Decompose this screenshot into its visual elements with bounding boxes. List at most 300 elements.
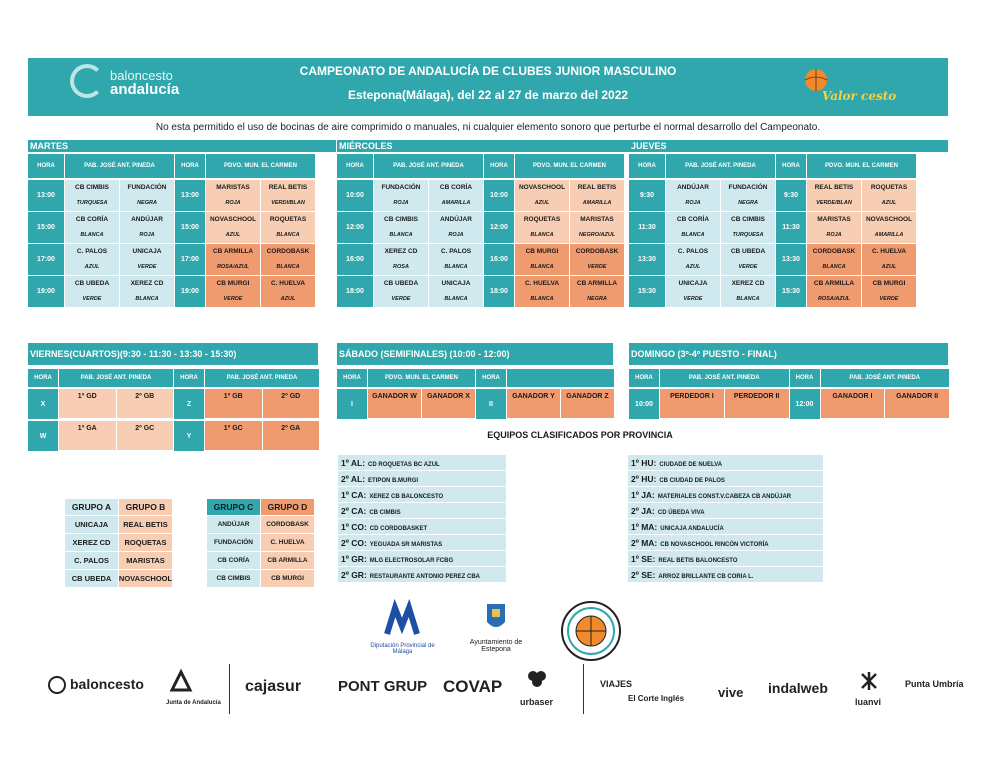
jersey-color: NEGRA (120, 196, 174, 211)
page-title: CAMPEONATO DE ANDALUCÍA DE CLUBES JUNIOR MASCULINO (299, 64, 677, 78)
baloncesto-espana-icon (48, 676, 70, 698)
team-name: C. HUELVA (261, 276, 315, 292)
jersey-color: VERDI/BLAN (261, 196, 315, 211)
clasificado-row (628, 567, 823, 583)
group-name: GRUPO B (119, 499, 172, 515)
matchup-team: 1º GB (205, 389, 262, 404)
team-name: REAL BETIS (261, 180, 315, 196)
hora-header: HORA (776, 154, 806, 178)
jersey-color: BLANCA (807, 260, 861, 275)
jersey-color: VERDE (570, 260, 624, 275)
group-team: REAL BETIS (119, 516, 172, 533)
team-name: ROQUETAS (862, 180, 916, 196)
column-header: HORA (28, 369, 58, 387)
group-d (261, 499, 314, 589)
day-block-2 (337, 140, 645, 324)
logo-text-line1: baloncesto (110, 68, 173, 83)
clasificado-row (338, 551, 506, 567)
group-team: C. HUELVA (261, 534, 314, 551)
province-rank: 1º CA: (341, 490, 367, 500)
team-name: FUNDACIÓN (120, 180, 174, 196)
matchup-color (263, 436, 320, 450)
clasificado-row (338, 535, 506, 551)
team-full-name: CD ROQUETAS BC AZUL (368, 462, 440, 468)
jersey-color: ROJA (429, 228, 483, 243)
matchup-color (821, 404, 885, 418)
sponsor-logo: El Corte Inglés (628, 694, 685, 703)
jersey-color: BLANCA (120, 292, 174, 307)
team-name: NOVASCHOOL (515, 180, 569, 196)
ayuntamiento-text: Ayuntamiento de Estepona (469, 639, 523, 653)
team-full-name: UNICAJA ANDALUCÍA (660, 526, 724, 532)
club-amigos-logo (560, 600, 622, 662)
group-team: CB CIMBIS (207, 570, 260, 587)
sponsor-logo: urbaser (520, 697, 554, 707)
team-name: ANDÚJAR (120, 212, 174, 228)
team-name: CB CORÍA (666, 212, 720, 228)
group-team: ROQUETAS (119, 534, 172, 551)
jersey-color: NEGRA (721, 196, 775, 211)
jersey-color: ROJA (807, 228, 861, 243)
sponsor-logo: vive (718, 685, 744, 700)
team-full-name: YEGUADA SR MARISTAS (369, 542, 443, 548)
team-name: REAL BETIS (570, 180, 624, 196)
team-name: ROQUETAS (261, 212, 315, 228)
team-full-name: XEREZ CB BALONCESTO (369, 494, 444, 500)
sponsor-logo: PONT GRUP (338, 678, 428, 695)
jersey-color: AMARILLA (570, 196, 624, 211)
team-full-name: REAL BETIS BALONCESTO (658, 558, 738, 564)
matchup-color (117, 436, 174, 450)
pab-pineda-header: PAB. JOSÉ ANT. PINEDA (65, 154, 174, 178)
clasificado-row (628, 551, 823, 567)
group-team: ANDÚJAR (207, 516, 260, 533)
column-header (507, 369, 614, 387)
game-time: 19:00 (175, 276, 205, 307)
matchup-color (263, 404, 320, 418)
matchup-color (660, 404, 724, 418)
day-block-1 (28, 140, 336, 324)
jersey-color: AMARILLA (429, 196, 483, 211)
jersey-color: VERDE (862, 292, 916, 307)
team-name: MARISTAS (570, 212, 624, 228)
game-time: 19:00 (28, 276, 64, 307)
clasificados-list-left (338, 455, 506, 583)
day-block-3 (629, 140, 948, 324)
matchup-color (507, 404, 560, 418)
team-full-name: CIUDADE DE NUELVA (659, 462, 723, 468)
column-header: HORA (476, 369, 506, 387)
notice-text: No esta permitido el uso de bocinas de aire comprimido o manuales, ni cualquier elemento sonoro que perturbe el normal desarrollo del Campeonato. (155, 122, 821, 133)
jersey-color: ROJA (666, 196, 720, 211)
jersey-color: AZUL (206, 228, 260, 243)
clasificado-row (628, 519, 823, 535)
jersey-color: ROSA (374, 260, 428, 275)
jersey-color: AZUL (862, 196, 916, 211)
team-name: NOVASCHOOL (206, 212, 260, 228)
team-name: MARISTAS (206, 180, 260, 196)
group-team: MARISTAS (119, 552, 172, 569)
matchup-team: GANADOR W (368, 389, 421, 404)
clasificados-list-right (628, 455, 823, 583)
team-name: CB CIMBIS (721, 212, 775, 228)
matchup-team: 2º GA (263, 421, 320, 436)
jersey-color: VERDE (666, 292, 720, 307)
valor-cesto-text: Valor cesto (822, 89, 897, 103)
game-time: 15:30 (776, 276, 806, 307)
clasificado-row (338, 503, 506, 519)
jersey-color: BLANCA (261, 228, 315, 243)
column-header: PAB. JOSÉ ANT. PINEDA (660, 369, 789, 387)
team-name: C. PALOS (666, 244, 720, 260)
page-subtitle: Estepona(Málaga), del 22 al 27 de marzo del 2022 (347, 88, 629, 102)
junta-andalucia-icon (170, 670, 192, 692)
team-name: CB MURGI (862, 276, 916, 292)
team-full-name: ETIPON B.MURGI (368, 478, 419, 484)
slot-label: II (476, 389, 506, 419)
team-full-name: CB CIMBIS (369, 510, 401, 516)
column-header: HORA (629, 369, 659, 387)
matchup-team: PERDEDOR I (660, 389, 724, 404)
game-time: 17:00 (175, 244, 205, 275)
slot-label: I (337, 389, 367, 419)
jersey-color: BLANCA (515, 260, 569, 275)
sabado-grid (337, 365, 613, 455)
matchup-color (59, 436, 116, 450)
game-time: 16:00 (484, 244, 514, 275)
hora-header: HORA (484, 154, 514, 178)
team-name: CORDOBASK (261, 244, 315, 260)
game-time: 13:30 (629, 244, 665, 275)
jersey-color: AZUL (261, 292, 315, 307)
diputacion-text: Diputación Provincial de Málaga (370, 643, 435, 655)
team-name: CB UBEDA (374, 276, 428, 292)
matchup-color (59, 404, 116, 418)
team-name: CB UBEDA (65, 276, 119, 292)
jersey-color: VERDE (65, 292, 119, 307)
province-rank: 2º CA: (341, 506, 367, 516)
clasificado-row (628, 455, 823, 471)
column-header: PAB. JOSÉ ANT. PINEDA (59, 369, 173, 387)
luanvi-icon (858, 670, 880, 692)
team-name: UNICAJA (429, 276, 483, 292)
clasificado-row (628, 503, 823, 519)
group-team: CORDOBASK (261, 516, 314, 533)
jersey-color: NEGRO/AZUL (570, 228, 624, 243)
group-team: XEREZ CD (65, 534, 118, 551)
jersey-color: VERDE/BLAN (807, 196, 861, 211)
team-name: FUNDACIÓN (374, 180, 428, 196)
jersey-color: VERDE (206, 292, 260, 307)
team-name: ROQUETAS (515, 212, 569, 228)
game-time: 10:00 (484, 180, 514, 211)
coat-of-arms-icon (465, 600, 527, 634)
slot-label: 12:00 (790, 389, 820, 419)
game-time: 12:00 (337, 212, 373, 243)
jersey-color: AZUL (862, 260, 916, 275)
team-name: CB MURGI (206, 276, 260, 292)
clasificado-row (338, 487, 506, 503)
team-name: CB MURGI (515, 244, 569, 260)
matchup-team: GANADOR II (885, 389, 949, 404)
matchup-color (422, 404, 475, 418)
pab-carmen-header: PDVO. MUN. EL CARMEN (807, 154, 916, 178)
logo-text-line2: andalucía (110, 81, 180, 98)
sponsor-logo: cajasur (245, 678, 302, 695)
group-team: CB ARMILLA (261, 552, 314, 569)
team-full-name: MATERIALES CONST.V.CABEZA CB ANDÚJAR (657, 494, 792, 500)
game-time: 13:00 (175, 180, 205, 211)
game-time: 9:30 (629, 180, 665, 211)
matchup-team: 1º GC (205, 421, 262, 436)
clasificado-row (338, 519, 506, 535)
game-time: 15:00 (28, 212, 64, 243)
province-rank: 2º CO: (341, 538, 367, 548)
team-name: XEREZ CD (721, 276, 775, 292)
column-header: HORA (174, 369, 204, 387)
clasificado-row (628, 471, 823, 487)
team-name: NOVASCHOOL (862, 212, 916, 228)
team-name: CB UBEDA (721, 244, 775, 260)
jersey-color: VERDE (374, 292, 428, 307)
province-rank: 1º CO: (341, 522, 367, 532)
province-rank: 1º AL: (341, 458, 366, 468)
matchup-color (368, 404, 421, 418)
group-b (119, 499, 172, 589)
matchup-team: GANADOR Z (561, 389, 614, 404)
clasificado-row (338, 455, 506, 471)
slot-label: Z (174, 389, 204, 419)
clasificado-row (338, 567, 506, 583)
team-full-name: CB NOVASCHOOL RINCÓN VICTORÍA (660, 542, 769, 548)
team-name: ANDÚJAR (666, 180, 720, 196)
group-name: GRUPO D (261, 499, 314, 515)
hora-header: HORA (337, 154, 373, 178)
jersey-color: BLANCA (666, 228, 720, 243)
team-name: UNICAJA (120, 244, 174, 260)
clasificado-row (628, 487, 823, 503)
team-name: UNICAJA (666, 276, 720, 292)
game-time: 18:00 (484, 276, 514, 307)
jersey-color: BLANCA (515, 228, 569, 243)
jersey-color: TURQUESA (721, 228, 775, 243)
group-team: CB UBEDA (65, 570, 118, 587)
team-name: MARISTAS (807, 212, 861, 228)
matchup-team: GANADOR I (821, 389, 885, 404)
game-time: 9:30 (776, 180, 806, 211)
day-title: MIÉRCOLES (337, 140, 645, 152)
game-time: 11:30 (776, 212, 806, 243)
jersey-color: AZUL (65, 260, 119, 275)
jersey-color: AMARILLA (862, 228, 916, 243)
team-name: CB ARMILLA (206, 244, 260, 260)
hora-header: HORA (175, 154, 205, 178)
group-name: GRUPO A (65, 499, 118, 515)
team-name: CORDOBASK (570, 244, 624, 260)
matchup-team: 1º GA (59, 421, 116, 436)
day-title: JUEVES (629, 140, 948, 152)
matchup-team: 2º GB (117, 389, 174, 404)
pab-pineda-header: PAB. JOSÉ ANT. PINEDA (374, 154, 483, 178)
team-name: C. HUELVA (515, 276, 569, 292)
matchup-color (117, 404, 174, 418)
day-title: MARTES (28, 140, 336, 152)
game-time: 13:30 (776, 244, 806, 275)
team-name: C. PALOS (65, 244, 119, 260)
jersey-color: BLANCA (65, 228, 119, 243)
matchup-color (725, 404, 789, 418)
game-time: 17:00 (28, 244, 64, 275)
group-a (65, 499, 118, 589)
sponsor-logo: Junta de Andalucía (166, 700, 221, 706)
header-banner (28, 58, 948, 116)
sponsor-logo: indalweb (768, 680, 828, 696)
jersey-color: NEGRA (570, 292, 624, 307)
urbaser-icon (526, 668, 548, 690)
team-name: C. PALOS (429, 244, 483, 260)
group-team: CB CORÍA (207, 552, 260, 569)
jersey-color: BLANCA (261, 260, 315, 275)
jersey-color: AZUL (515, 196, 569, 211)
hora-header: HORA (629, 154, 665, 178)
team-full-name: CD CORDOBASKET (369, 526, 428, 532)
province-rank: 1º MA: (631, 522, 658, 532)
team-name: REAL BETIS (807, 180, 861, 196)
jersey-color: VERDE (120, 260, 174, 275)
game-time: 15:00 (175, 212, 205, 243)
matchup-color (205, 436, 262, 450)
column-header: HORA (790, 369, 820, 387)
matchup-color (205, 404, 262, 418)
sponsor-logo: COVAP (443, 677, 503, 696)
team-name: XEREZ CD (120, 276, 174, 292)
group-team: C. PALOS (65, 552, 118, 569)
group-name: GRUPO C (207, 499, 260, 515)
group-team: UNICAJA (65, 516, 118, 533)
schedule-grid (629, 152, 948, 324)
sponsor-logo: baloncesto (70, 676, 144, 692)
ayuntamiento-logo (465, 600, 527, 660)
jersey-color: TURQUESA (65, 196, 119, 211)
province-rank: 2º HU: (631, 474, 657, 484)
team-full-name: ARROZ BRILLANTE CB CORIA L. (658, 574, 754, 580)
sponsor-logo: Punta Umbría (905, 679, 964, 689)
team-name: C. HUELVA (862, 244, 916, 260)
matchup-team: 2º GC (117, 421, 174, 436)
team-name: FUNDACIÓN (721, 180, 775, 196)
team-name: CB CORÍA (429, 180, 483, 196)
clasificado-row (628, 535, 823, 551)
province-rank: 2º AL: (341, 474, 366, 484)
team-full-name: RESTAURANTE ANTONIO PEREZ CBA (369, 574, 481, 580)
viernes-grid (28, 365, 318, 455)
schedule-grid (28, 152, 336, 324)
group-team: NOVASCHOOL (119, 570, 172, 587)
game-time: 12:00 (484, 212, 514, 243)
jersey-color: BLANCA (515, 292, 569, 307)
clasificados-title: EQUIPOS CLASIFICADOS POR PROVINCIA (487, 430, 673, 440)
column-header: HORA (337, 369, 367, 387)
column-header: PAB. JOSÉ ANT. PINEDA (821, 369, 950, 387)
game-time: 13:00 (28, 180, 64, 211)
jersey-color: BLANCA (429, 292, 483, 307)
matchup-color (561, 404, 614, 418)
province-rank: 2º JA: (631, 506, 655, 516)
team-name: ANDÚJAR (429, 212, 483, 228)
team-full-name: MLG ELECTROSOLAR FCBG (369, 558, 454, 564)
team-full-name: CD ÚBEDA VIVA (657, 510, 705, 516)
game-time: 18:00 (337, 276, 373, 307)
jersey-color: ROJA (206, 196, 260, 211)
team-name: CB CORÍA (65, 212, 119, 228)
group-team: CB MURGI (261, 570, 314, 587)
team-full-name: CB CIUDAD DE PALOS (659, 478, 725, 484)
schedule-grid (337, 152, 645, 324)
viernes-block (28, 343, 318, 455)
jersey-color: BLANCA (721, 292, 775, 307)
game-time: 15:30 (629, 276, 665, 307)
valor-cesto-logo (798, 64, 897, 110)
domingo-grid (629, 365, 948, 455)
pab-pineda-header: PAB. JOSÉ ANT. PINEDA (666, 154, 775, 178)
province-rank: 1º HU: (631, 458, 657, 468)
team-name: CB CIMBIS (374, 212, 428, 228)
diputacion-logo (365, 604, 440, 659)
column-header: PAB. JOSÉ ANT. PINEDA (205, 369, 319, 387)
matchup-team: 1º GD (59, 389, 116, 404)
jersey-color: BLANCA (374, 228, 428, 243)
jersey-color: ROSA/AZUL (206, 260, 260, 275)
game-time: 16:00 (337, 244, 373, 275)
game-time: 11:30 (629, 212, 665, 243)
province-rank: 1º SE: (631, 554, 656, 564)
matchup-team: PERDEDOR II (725, 389, 789, 404)
province-rank: 2º GR: (341, 570, 367, 580)
divider-line (583, 664, 584, 714)
province-rank: 2º MA: (631, 538, 658, 548)
matchup-color (885, 404, 949, 418)
viernes-title: VIERNES(CUARTOS)(9:30 - 11:30 - 13:30 - 15:30) (28, 343, 318, 365)
matchup-team: GANADOR Y (507, 389, 560, 404)
pab-carmen-header: PDVO. MUN. EL CARMEN (206, 154, 315, 178)
matchup-team: GANADOR X (422, 389, 475, 404)
domingo-title: DOMINGO (3º-4º PUESTO - FINAL) (629, 343, 948, 365)
team-name: CB CIMBIS (65, 180, 119, 196)
slot-label: Y (174, 421, 204, 451)
team-name: CB ARMILLA (570, 276, 624, 292)
slot-label: X (28, 389, 58, 419)
pab-carmen-header: PDVO. MUN. EL CARMEN (515, 154, 624, 178)
province-rank: 1º JA: (631, 490, 655, 500)
team-name: XEREZ CD (374, 244, 428, 260)
diputacion-m-icon (365, 604, 440, 638)
sponsor-logo: luanvi (855, 697, 882, 707)
jersey-color: ROJA (374, 196, 428, 211)
jersey-color: VERDE (721, 260, 775, 275)
province-rank: 2º SE: (631, 570, 656, 580)
game-time: 10:00 (337, 180, 373, 211)
jersey-color: BLANCA (429, 260, 483, 275)
clasificado-row (338, 471, 506, 487)
hora-header: HORA (28, 154, 64, 178)
matchup-team: 2º GD (263, 389, 320, 404)
divider-line (229, 664, 230, 714)
jersey-color: ROSA/AZUL (807, 292, 861, 307)
jersey-color: AZUL (666, 260, 720, 275)
jersey-color: ROJA (120, 228, 174, 243)
province-rank: 1º GR: (341, 554, 367, 564)
team-name: CB ARMILLA (807, 276, 861, 292)
